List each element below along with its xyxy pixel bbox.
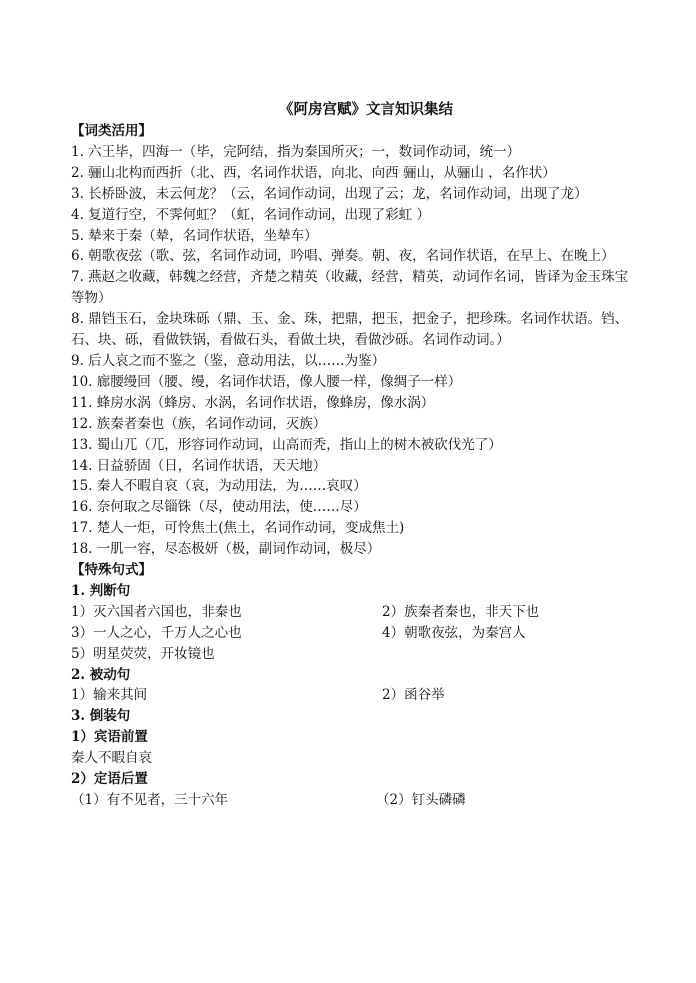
judgment-row xyxy=(71,623,631,644)
list-item: 17. 楚人一炬，可怜焦土(焦土，名词作动词，变成焦土) xyxy=(71,520,405,537)
list-item: 3. 长桥卧波，未云何龙？（云，名词作动词，出现了云；龙，名词作动词，出现了龙） xyxy=(71,185,588,202)
judgment-row xyxy=(71,602,631,623)
attributive-item: （1）有不见者，三十六年 xyxy=(71,792,229,808)
inversion-heading: 3. 倒装句 xyxy=(71,708,131,725)
list-item: 4. 复道行空，不霁何虹？（虹，名词作动词，出现了彩虹 ） xyxy=(71,206,430,223)
list-item: 7. 燕赵之收藏，韩魏之经营，齐楚之精英（收藏，经营，精英，动词作名词，皆译为金玉珠宝等物） xyxy=(71,269,629,307)
object-preposing-item: 秦人不暇自哀 xyxy=(71,750,152,767)
list-item: 6. 朝歌夜弦（歌、弦，名词作动词，吟唱、弹奏。朝、夜，名词作状语，在早上、在晚上） xyxy=(71,248,615,265)
judgment-heading: 1. 判断句 xyxy=(71,582,131,599)
list-item: 5. 辇来于秦（辇，名词作状语，坐辇车） xyxy=(71,227,318,244)
object-preposing-heading: 1）宾语前置 xyxy=(71,729,148,746)
section-heading-special-sentences: 【特殊句式】 xyxy=(71,562,152,579)
passive-item: 1）输来其间 xyxy=(71,687,148,704)
judgment-item: 1）灭六国者六国也，非秦也 xyxy=(71,603,242,620)
attributive-item: （2）钉头磷磷 xyxy=(376,792,466,808)
judgment-item: 3）一人之心，千万人之心也 xyxy=(71,624,242,641)
attributive-postposition-heading: 2）定语后置 xyxy=(71,771,148,788)
list-item: 15. 秦人不暇自哀（哀，为动用法，为……哀叹） xyxy=(71,478,367,495)
list-item: 11. 蜂房水涡（蜂房、水涡，名词作状语，像蜂房，像水涡） xyxy=(71,394,435,411)
list-item: 2. 骊山北构而西折（北、西，名词作状语，向北、向西 骊山，从骊山 ，名作状） xyxy=(71,164,556,181)
attributive-postposition-row xyxy=(71,790,631,811)
list-item: 18. 一肌一容，尽态极妍（极，副词作动词，极尽） xyxy=(71,541,381,558)
judgment-item: 5）明星荧荧，开妆镜也 xyxy=(71,645,215,662)
list-item: 9. 后人哀之而不鉴之（鉴，意动用法，以……为鉴） xyxy=(71,352,386,369)
list-item: 1. 六王毕，四海一（毕，完阿结，指为秦国所灭；一，数词作动词，统一） xyxy=(71,143,521,160)
section-heading-word-class: 【词类活用】 xyxy=(71,123,152,139)
list-item: 12. 族秦者秦也（族，名词作动词，灭族） xyxy=(71,415,327,432)
judgment-item: 4）朝歌夜弦，为秦宫人 xyxy=(382,624,526,641)
passive-heading: 2. 被动句 xyxy=(71,666,131,683)
passive-row xyxy=(71,685,631,706)
word-class-list xyxy=(71,142,631,560)
list-item: 14. 日益骄固（日，名词作状语，天天地） xyxy=(71,457,327,474)
judgment-item: 2）族秦者秦也，非天下也 xyxy=(382,603,540,620)
list-item: 16. 奈何取之尽锱铢（尽，使动用法，使……尽） xyxy=(71,499,367,516)
list-item: 10. 廊腰缦回（腰、缦，名词作状语，像人腰一样，像绸子一样） xyxy=(71,373,462,390)
list-item: 13. 蜀山兀（兀，形容词作动词，山高而秃，指山上的树木被砍伐光了） xyxy=(71,436,502,453)
list-item: 8. 鼎铛玉石，金块珠砾（鼎、玉、金、珠，把鼎，把玉，把金子，把珍珠。名词作状语。铛、石、块、砾，看做铁锅，看做石头，看做土块，看做沙砾。名词作动词。） xyxy=(71,311,629,349)
passive-item: 2）函谷举 xyxy=(382,687,445,704)
document-page xyxy=(71,100,631,811)
document-title: 《阿房宫赋》文言知识集结 xyxy=(279,101,453,118)
